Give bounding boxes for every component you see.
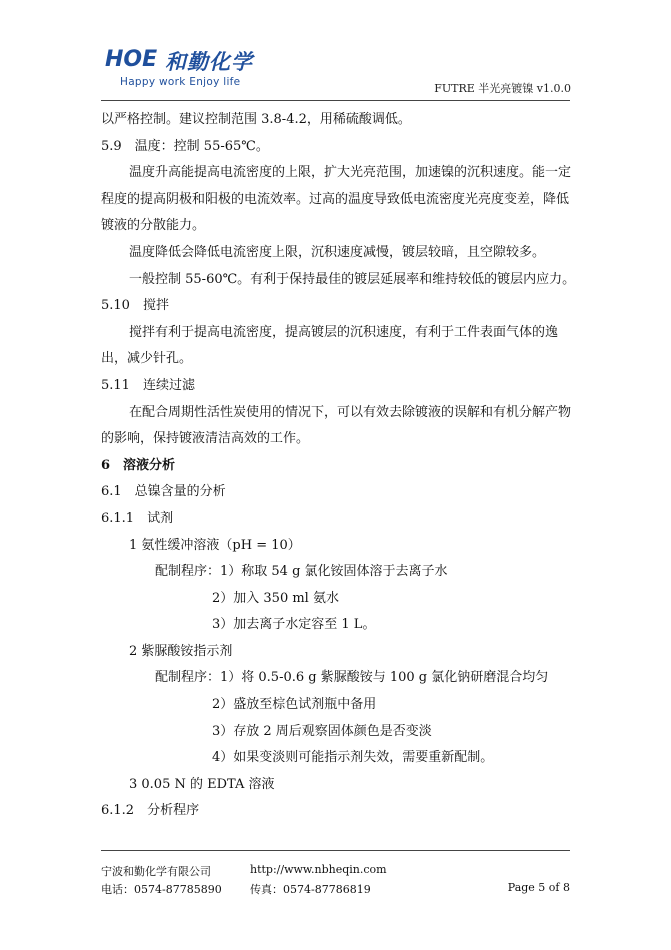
svg-text:HOE: HOE	[105, 47, 158, 72]
paragraph: 在配合周期性活性炭使用的情况下，可以有效去除镀液的误解和有机分解产物的影响，保持镀液清洁高效的工作。	[101, 404, 572, 447]
paragraph: 一般控制 55-60℃。有利于保持最佳的镀层延展率和维持较低的镀层内应力。	[129, 271, 576, 287]
chapter-heading: 6 溶液分析	[101, 457, 176, 473]
procedure-step: 配制程序：1）称取 54 g 氯化铵固体溶于去离子水	[155, 564, 448, 580]
procedure-step: 4）如果变淡则可能指示剂失效，需要重新配制。	[212, 750, 494, 766]
website-link[interactable]: http://www.nbheqin.com	[250, 863, 387, 876]
logo-chinese-name: 和勤化学	[165, 50, 253, 74]
section-heading: 6.1 总镍含量的分析	[101, 484, 226, 500]
page-footer	[101, 850, 570, 899]
company-logo	[103, 42, 303, 102]
section-heading: 5.9 温度：控制 55-65℃。	[101, 138, 269, 154]
logo-slogan: Happy work Enjoy life	[120, 76, 241, 88]
procedure-step: 2）加入 350 ml 氨水	[212, 590, 339, 606]
footer-divider	[101, 850, 570, 851]
paragraph: 温度升高能提高电流密度的上限，扩大光亮范围，加速镍的沉积速度。能一定程度的提高阴极和阳极的电流效率。过高的温度导致低电流密度光亮度变差，降低镀液的分散能力。	[101, 165, 572, 234]
paragraph: 以严格控制。建议控制范围 3.8-4.2，用稀硫酸调低。	[101, 112, 411, 127]
document-title: FUTRE 半光亮镀镍 v1.0.0	[434, 82, 571, 95]
paragraph: 温度降低会降低电流密度上限，沉积速度减慢，镀层较暗，且空隙较多。	[129, 244, 546, 260]
procedure-step: 2）盛放至棕色试剂瓶中备用	[212, 697, 377, 713]
subsection-heading: 6.1.1 试剂	[101, 510, 174, 526]
procedure-step: 3）存放 2 周后观察固体颜色是否变淡	[212, 723, 432, 739]
procedure-step: 3）加去离子水定容至 1 L。	[212, 617, 376, 633]
procedure-step: 配制程序：1）将 0.5-0.6 g 紫脲酸铵与 100 g 氯化钠研磨混合均匀	[155, 670, 549, 686]
section-heading: 5.11 连续过滤	[101, 377, 195, 393]
page-header	[0, 0, 671, 106]
phone-number: 电话：0574-87785890	[101, 883, 222, 896]
paragraph: 搅拌有利于提高电流密度，提高镀层的沉积速度，有利于工件表面气体的逸出，减少针孔。	[101, 324, 559, 367]
footer-row	[101, 863, 570, 881]
document-body	[101, 107, 576, 825]
footer-row	[101, 881, 570, 899]
section-heading: 5.10 搅拌	[101, 298, 169, 314]
hoe-logo-mark	[103, 44, 163, 72]
header-divider	[101, 100, 570, 101]
company-name: 宁波和勤化学有限公司	[101, 865, 211, 878]
fax-number: 传真：0574-87786819	[250, 883, 371, 896]
subsection-heading: 6.1.2 分析程序	[101, 803, 200, 819]
reagent-item: 1 氨性缓冲溶液（pH = 10）	[129, 537, 301, 553]
page-number: Page 5 of 8	[507, 881, 570, 894]
reagent-item: 3 0.05 N 的 EDTA 溶液	[129, 776, 275, 792]
reagent-item: 2 紫脲酸铵指示剂	[129, 643, 233, 659]
